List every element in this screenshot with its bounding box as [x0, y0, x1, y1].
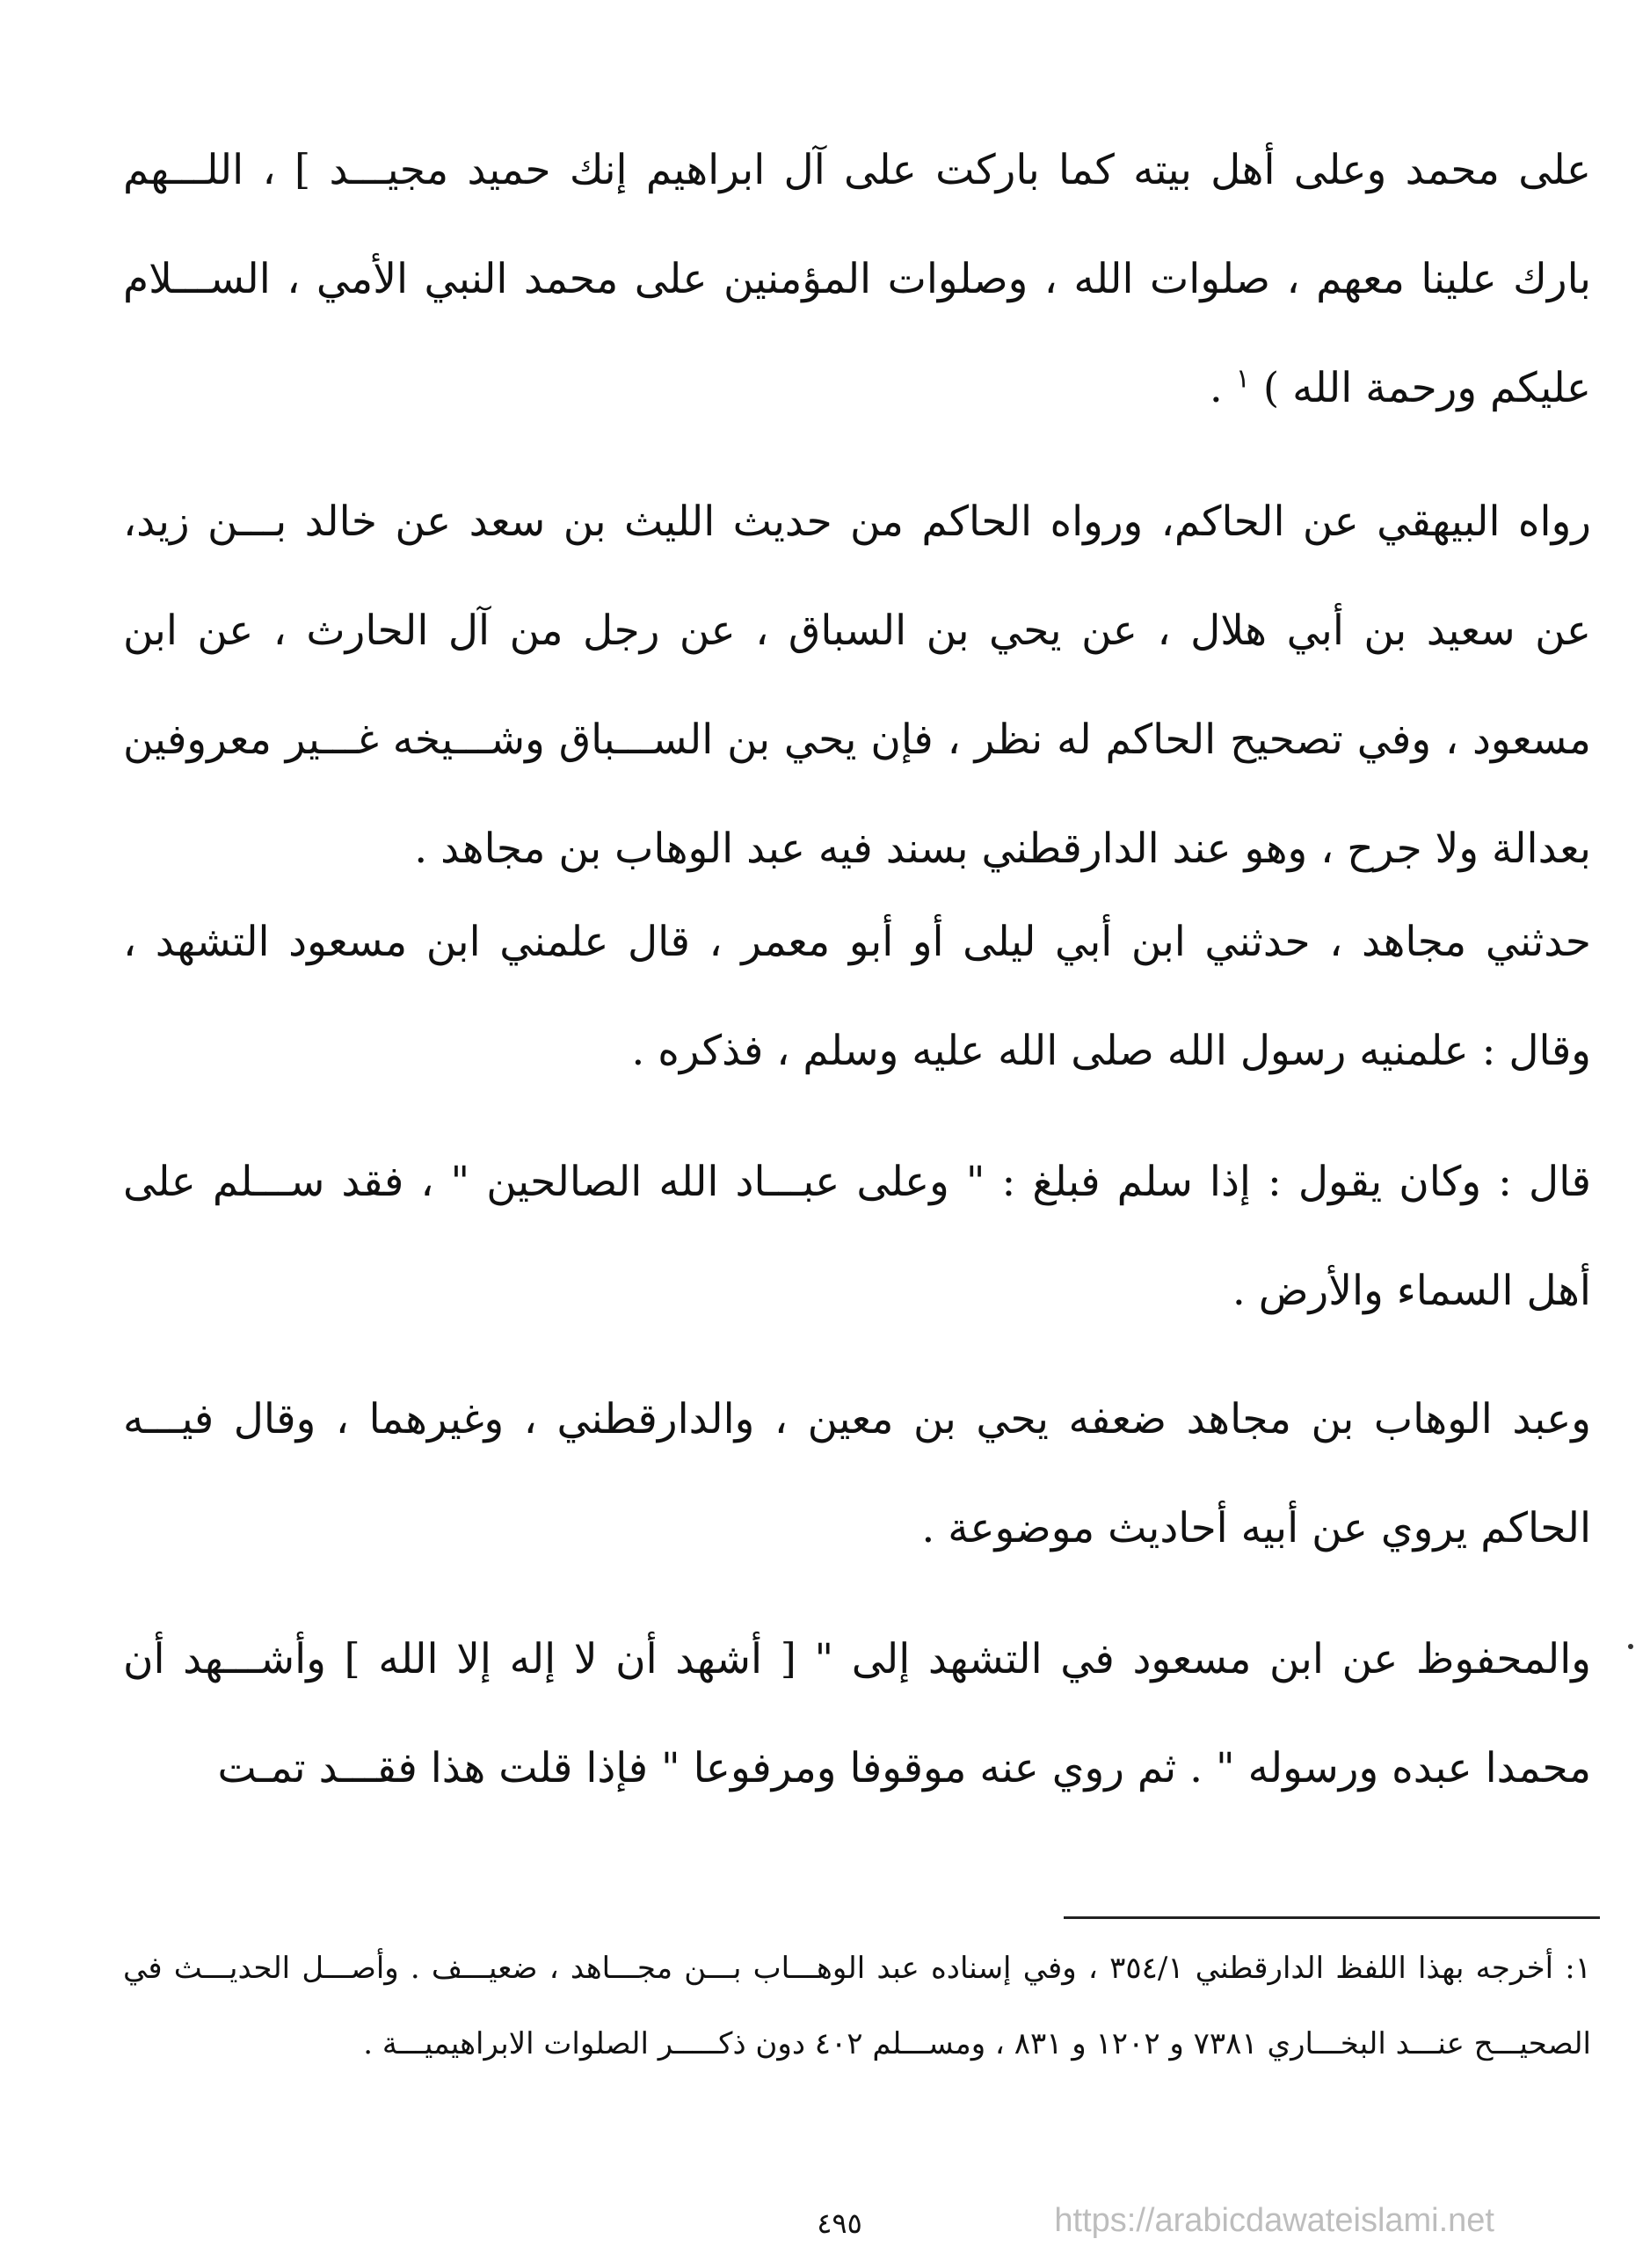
paragraph-1-text: على محمد وعلى أهل بيته كما باركت على آل ابراهيم إنك حميد مجيـــد ] ، اللـــهم بارك علينا معهم ، صلوات الله ، وصلوات المؤمنين على محمد النبي الأمي ، الســـلام عليكم ورحمة الله ): [123, 146, 1591, 412]
paragraph-1-end: .: [1209, 364, 1236, 412]
watermark-url: https://arabicdawateislami.net: [1054, 2202, 1494, 2239]
footnote-reference: ١: [1235, 363, 1250, 395]
paragraph-4: قال : وكان يقول : إذا سلم فبلغ : " وعلى عبـــاد الله الصالحين " ، فقد ســـلم على أهل السماء والأرض .: [123, 1158, 1591, 1315]
page-number: ٤٩٥: [817, 2206, 862, 2240]
paragraph-2: رواه البيهقي عن الحاكم، ورواه الحاكم من حديث الليث بن سعد عن خالد بـــن زيد، عن سعيد بن أبي هلال ، عن يحي بن السباق ، عن رجل من آل الحارث ، عن ابن مسعود ، وفي تصحيح الحاكم له نظر ، فإن يحي بن الســـباق وشـــيخه غـــير معروفين بعدالة ولا جرح ، وهو عند الدارقطني بسند فيه عبد الوهاب بن مجاهد .: [123, 498, 1591, 873]
margin-mark: [1628, 1644, 1633, 1649]
footnote: ١: أخرجه بهذا اللفظ الدارقطني ٣٥٤/١ ، وفي إسناده عبد الوهـــاب بـــن مجـــاهد ، ضعيـــف . وأصـــل الحديـــث في الصحيـــح عنـــد البخـــاري ٧٣٨١ و ١٢٠٢ و ٨٣١ ، ومســـلم ٤٠٢ دون ذكـــــر الصلوات الابراهيميـــة .: [123, 1951, 1591, 2061]
paragraph-5: وعبد الوهاب بن مجاهد ضعفه يحي بن معين ، والدارقطني ، وغيرهما ، وقال فيـــه الحاكم يروي عن أبيه أحاديث موضوعة .: [123, 1395, 1591, 1552]
paragraph-1: [123, 116, 1591, 443]
paragraph-3: حدثني مجاهد ، حدثني ابن أبي ليلى أو أبو معمر ، قال علمني ابن مسعود التشهد ، وقال : علمنيه رسول الله صلى الله عليه وسلم ، فذكره .: [123, 918, 1591, 1075]
footnote-divider: [1064, 1916, 1600, 1919]
paragraph-6: والمحفوظ عن ابن مسعود في التشهد إلى " [ أشهد أن لا إله إلا الله ] وأشـــهد أن محمدا عبده ورسوله " . ثم روي عنه موقوفا ومرفوعا " فإذا قلت هذا فقـــد تمـت: [123, 1635, 1591, 1792]
